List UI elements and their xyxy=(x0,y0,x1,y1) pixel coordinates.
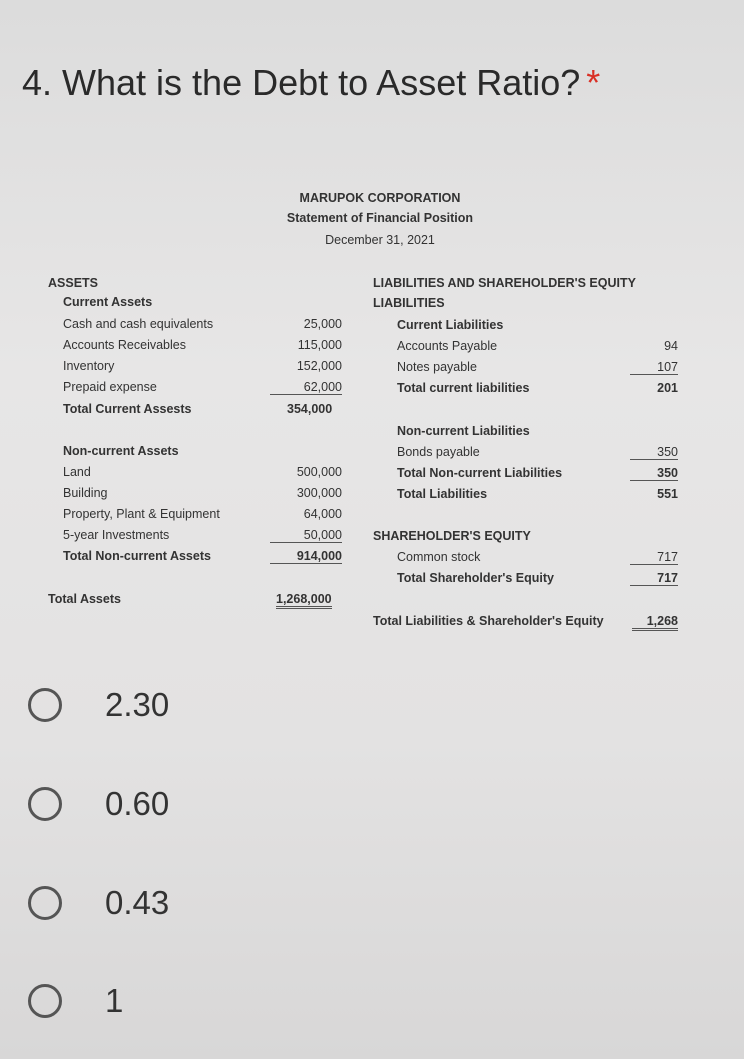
asset-land-value: 500,000 xyxy=(296,465,342,479)
asset-cash-label: Cash and cash equivalents xyxy=(63,317,214,331)
liabilities-equity-heading: LIABILITIES AND SHAREHOLDER'S EQUITY xyxy=(373,276,636,290)
radio-button[interactable] xyxy=(28,886,62,920)
asset-land-label: Land xyxy=(63,465,91,479)
liability-np-label: Notes payable xyxy=(397,360,477,374)
total-liabilities-label: Total Liabilities xyxy=(397,487,488,501)
asset-prepaid-label: Prepaid expense xyxy=(63,380,157,394)
total-noncurrent-liabilities-label: Total Non-current Liabilities xyxy=(397,466,563,480)
equity-common-stock-value: 717 xyxy=(630,550,678,565)
liability-np-value: 107 xyxy=(630,360,678,375)
total-current-liabilities-label: Total current liabilities xyxy=(397,381,530,395)
question-title xyxy=(22,62,600,104)
asset-cash-value: 25,000 xyxy=(303,317,342,331)
total-assets-value: 1,268,000 xyxy=(276,592,332,609)
equity-common-stock-label: Common stock xyxy=(397,550,481,564)
asset-investments-value: 50,000 xyxy=(270,528,342,543)
asset-prepaid-value: 62,000 xyxy=(270,380,342,395)
noncurrent-assets-heading: Non-current Assets xyxy=(63,444,179,458)
total-assets-label: Total Assets xyxy=(48,592,121,606)
required-mark: * xyxy=(586,62,601,103)
grand-total-value: 1,268 xyxy=(632,614,678,631)
option-0-43[interactable] xyxy=(28,884,169,922)
total-current-assets-value: 354,000 xyxy=(287,402,333,416)
total-liabilities-value: 551 xyxy=(657,487,678,501)
question-text: 4. What is the Debt to Asset Ratio? xyxy=(22,62,581,103)
option-label: 0.43 xyxy=(105,884,170,921)
asset-ar-value: 115,000 xyxy=(297,338,342,352)
statement-date: December 31, 2021 xyxy=(325,233,435,247)
asset-inventory-label: Inventory xyxy=(63,359,115,373)
total-noncurrent-assets-label: Total Non-current Assets xyxy=(63,549,211,563)
company-name: MARUPOK CORPORATION xyxy=(299,191,461,205)
total-noncurrent-assets-value: 914,000 xyxy=(270,549,342,564)
statement-title: Statement of Financial Position xyxy=(286,211,474,225)
asset-ar-label: Accounts Receivables xyxy=(63,338,186,352)
total-equity-label: Total Shareholder's Equity xyxy=(397,571,554,585)
grand-total-label: Total Liabilities & Shareholder's Equity xyxy=(373,614,604,628)
asset-building-label: Building xyxy=(63,486,108,500)
option-2-30[interactable] xyxy=(28,686,169,724)
liability-ap-value: 94 xyxy=(664,339,678,353)
option-0-60[interactable] xyxy=(28,785,169,823)
assets-heading: ASSETS xyxy=(48,276,99,290)
radio-button[interactable] xyxy=(28,984,62,1018)
asset-investments-label: 5-year Investments xyxy=(63,528,170,542)
asset-building-value: 300,000 xyxy=(296,486,342,500)
total-noncurrent-liabilities-value: 350 xyxy=(630,466,678,481)
asset-inventory-value: 152,000 xyxy=(296,359,342,373)
option-label: 1 xyxy=(105,982,124,1019)
current-assets-heading: Current Assets xyxy=(63,295,153,309)
option-label: 2.30 xyxy=(105,686,170,723)
total-current-liabilities-value: 201 xyxy=(657,381,678,395)
radio-button[interactable] xyxy=(28,787,62,821)
option-label: 0.60 xyxy=(105,785,170,822)
liabilities-heading: LIABILITIES xyxy=(373,296,445,310)
noncurrent-liabilities-heading: Non-current Liabilities xyxy=(397,424,530,438)
liability-ap-label: Accounts Payable xyxy=(397,339,498,353)
asset-ppe-value: 64,000 xyxy=(303,507,342,521)
radio-button[interactable] xyxy=(28,688,62,722)
total-current-assets-label: Total Current Assests xyxy=(63,402,192,416)
asset-ppe-label: Property, Plant & Equipment xyxy=(63,507,220,521)
equity-heading: SHAREHOLDER'S EQUITY xyxy=(373,529,531,543)
liability-bonds-label: Bonds payable xyxy=(397,445,480,459)
current-liabilities-heading: Current Liabilities xyxy=(397,318,504,332)
option-1[interactable] xyxy=(28,982,123,1020)
total-equity-value: 717 xyxy=(630,571,678,586)
liability-bonds-value: 350 xyxy=(630,445,678,460)
